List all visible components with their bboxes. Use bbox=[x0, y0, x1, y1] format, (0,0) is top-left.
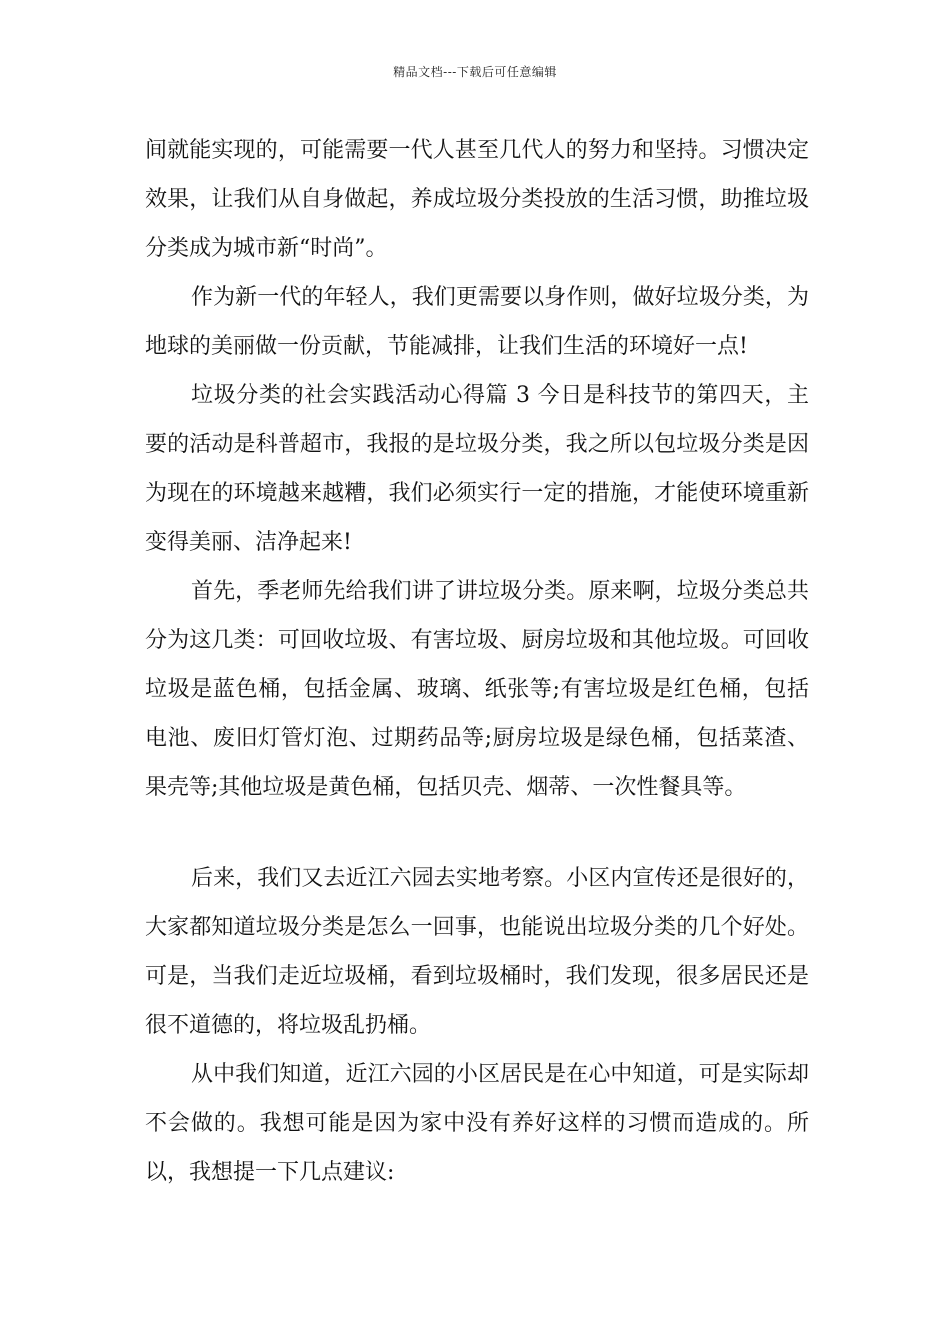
document-body bbox=[145, 126, 809, 1197]
paragraph: 首先，季老师先给我们讲了讲垃圾分类。原来啊，垃圾分类总共分为这几类：可回收垃圾、有害垃圾、厨房垃圾和其他垃圾。可回收垃圾是蓝色桶，包括金属、玻璃、纸张等;有害垃圾是红色桶，包括电池、废旧灯管灯泡、过期药品等;厨房垃圾是绿色桶，包括菜渣、果壳等;其他垃圾是黄色桶，包括贝壳、烟蒂、一次性餐具等。 bbox=[145, 579, 809, 800]
paragraph: 垃圾分类的社会实践活动心得篇 3 今日是科技节的第四天，主要的活动是科普超市，我报的是垃圾分类，我之所以包垃圾分类是因为现在的环境越来越糟，我们必须实行一定的措施，才能使环境重新变得美丽、洁净起来! bbox=[145, 383, 809, 555]
paragraph-gap bbox=[145, 812, 809, 854]
page-header: 精品文档---下载后可任意编辑 bbox=[393, 65, 557, 79]
paragraph: 从中我们知道，近江六园的小区居民是在心中知道，可是实际却不会做的。我想可能是因为家中没有养好这样的习惯而造成的。所以，我想提一下几点建议: bbox=[145, 1062, 809, 1185]
paragraph: 后来，我们又去近江六园去实地考察。小区内宣传还是很好的，大家都知道垃圾分类是怎么一回事，也能说出垃圾分类的几个好处。可是，当我们走近垃圾桶，看到垃圾桶时，我们发现，很多居民还是很不道德的，将垃圾乱扔桶。 bbox=[145, 866, 809, 1038]
paragraph-continuation: 间就能实现的，可能需要一代人甚至几代人的努力和坚持。习惯决定效果，让我们从自身做起，养成垃圾分类投放的生活习惯，助推垃圾分类成为城市新“时尚”。 bbox=[145, 138, 809, 261]
paragraph: 作为新一代的年轻人，我们更需要以身作则，做好垃圾分类，为地球的美丽做一份贡献，节能减排，让我们生活的环境好一点! bbox=[145, 285, 809, 359]
